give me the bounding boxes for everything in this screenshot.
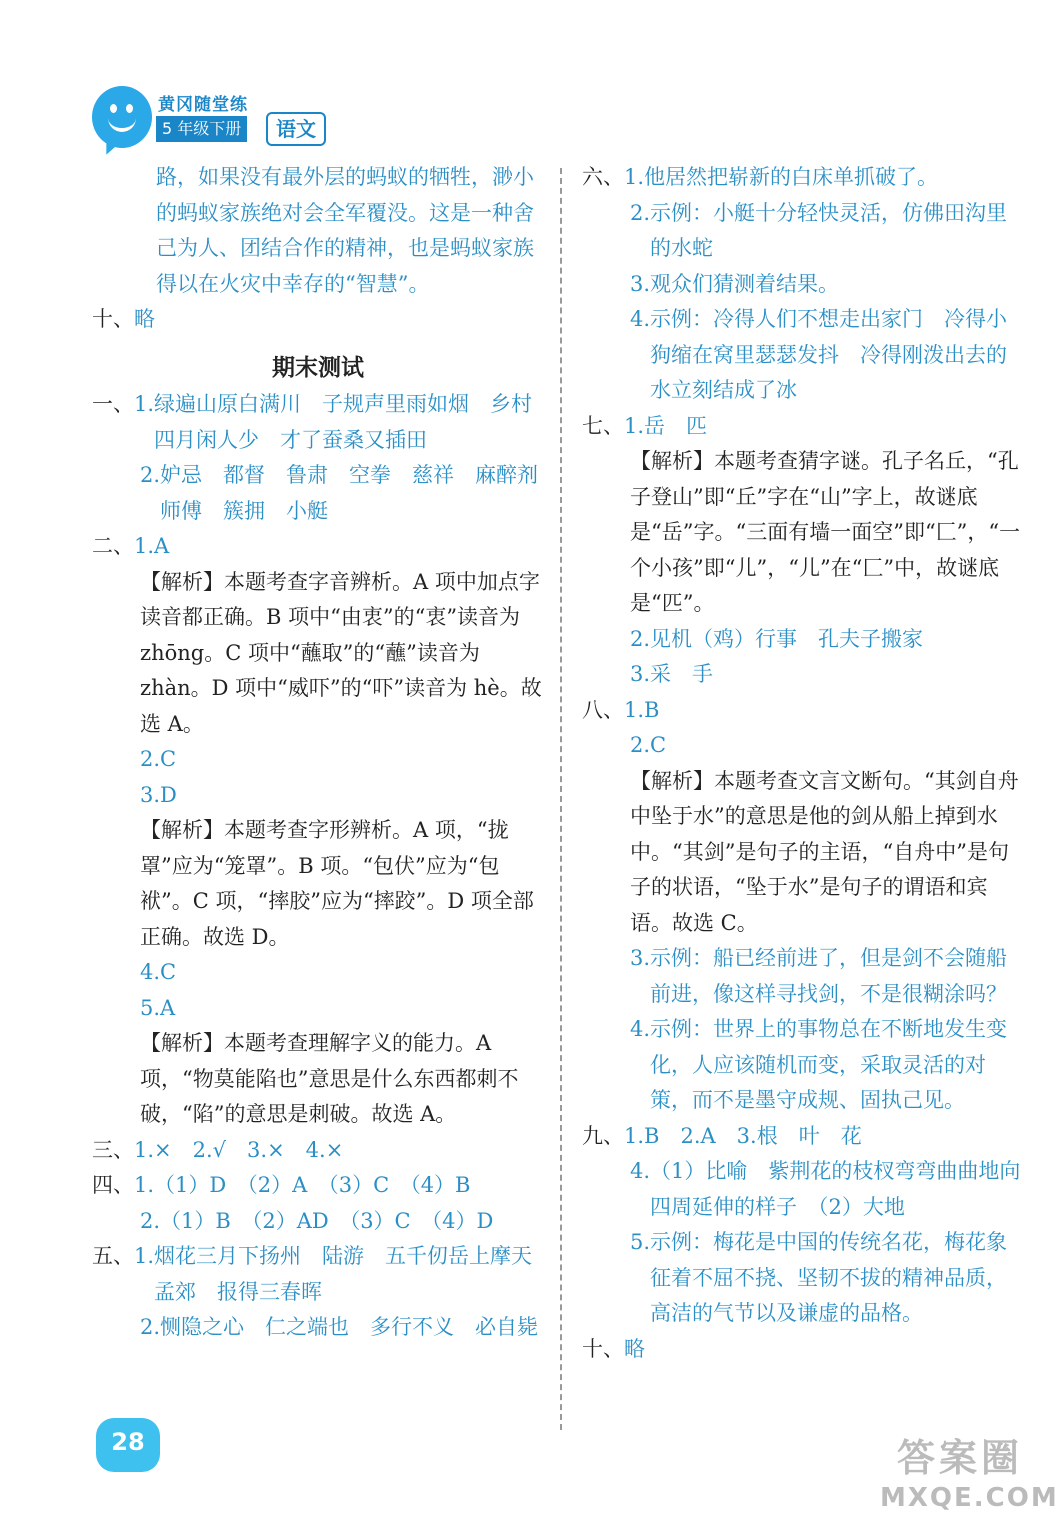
header-logo <box>92 86 342 158</box>
q9-5-number: 5. <box>630 1230 651 1254</box>
eye-right <box>126 104 133 113</box>
q3 <box>92 1133 544 1169</box>
q4-1-answer: 1.（1）D （2）A （3）C （4）B <box>134 1173 471 1197</box>
q7-number: 七、 <box>582 413 624 438</box>
page-number-badge <box>96 1418 160 1472</box>
q10-left <box>92 302 544 338</box>
q2-1-explanation: 【解析】本题考查字音辨析。A 项中加点字读音都正确。B 项中“由衷”的“衷”读音为 zhōng。C 项中“蘸取”的“蘸”读音为 zhàn。D 项中“威吓”的“吓”读音为 hè。故选 A。 <box>140 569 542 736</box>
q6-1-answer: 他居然把崭新的白床单抓破了。 <box>644 165 939 189</box>
q5-1-number: 1. <box>134 1244 155 1268</box>
q6-4 <box>582 302 1027 409</box>
q6-2-answer: 示例：小艇十分轻快灵活，仿佛田沟里的水蛇 <box>650 200 1008 260</box>
q10-answer: 略 <box>134 307 155 331</box>
q6-3-answer: 观众们猜测着结果。 <box>650 271 840 296</box>
q7-1-explanation: 【解析】本题考查猜字谜。孔子名丘，“孔子登山”即“丘”字在“山”字上，故谜底是“岳”字。“三面有墙一面空”即“匚”，“一个小孩”即“儿”，“儿”在“匚”中，故谜底是“匹”。 <box>630 449 1021 615</box>
q6-1 <box>582 160 1027 196</box>
q7-1 <box>582 409 1027 445</box>
q8-4-answer: 示例：世界上的事物总在不断地发生变化，人应该随机而变，采取灵活的对策，而不是墨守成规、固执己见。 <box>650 1017 1008 1112</box>
q9-4-answer: （1）比喻 紫荆花的枝杈弯弯曲曲地向四周延伸的样子 （2）大地 <box>650 1159 1021 1219</box>
q2-3-explanation: 【解析】本题考查字形辨析。A 项，“拢罩”应为“笼罩”。B 项。“包伏”应为“包袱”。C 项，“摔胶”应为“摔跤”。D 项全部正确。故选 D。 <box>140 818 534 949</box>
q2-1 <box>92 529 544 565</box>
right-column <box>582 160 1027 1367</box>
watermark <box>880 1434 1059 1522</box>
q10-right <box>582 1332 1027 1368</box>
q9-4 <box>582 1154 1027 1225</box>
q1-1 <box>92 387 544 458</box>
q8-1 <box>582 693 1027 729</box>
q2-3-answer: 3.D <box>140 782 177 807</box>
q6-number: 六、 <box>582 165 624 189</box>
q9-answer: 1.B 2.A 3.根 叶 花 <box>624 1123 862 1148</box>
grade-label: 5 年级下册 <box>156 116 247 142</box>
q8-3-answer: 示例：船已经前进了，但是剑不会随船前进，像这样寻找剑，不是很糊涂吗？ <box>650 946 1008 1006</box>
page-number: 28 <box>111 1428 145 1456</box>
q6-2 <box>582 196 1027 267</box>
brand-name: 黄冈随堂练 <box>158 95 248 115</box>
q2-2-answer: 2.C <box>140 747 177 771</box>
q2-4-answer: 4.C <box>140 960 177 984</box>
q8-3-number: 3. <box>630 946 651 970</box>
q7-2-answer: 2.见机（鸡）行事 孔夫子搬家 <box>630 626 924 651</box>
q3-answer: 1.× 2.√ 3.× 4.× <box>134 1137 344 1162</box>
q1-1-number: 1. <box>134 392 155 416</box>
q6-2-number: 2. <box>630 200 651 225</box>
q8-2-answer: 2.C <box>630 733 667 757</box>
q5-2 <box>92 1310 544 1346</box>
q1-2-answer: 妒忌 都督 鲁肃 空拳 慈祥 麻醉剂 师傅 簇拥 小艇 <box>160 463 560 523</box>
watermark-url: MXQE.COM <box>880 1483 1059 1513</box>
q5-1 <box>92 1239 554 1310</box>
q5-1-answer: 烟花三月下扬州 陆游 五千仞岳上摩天 孟郊 报得三春晖 <box>154 1244 554 1304</box>
q5-2-answer: 恻隐之心 仁之端也 多行不义 必自毙 <box>160 1315 539 1339</box>
q8-4-number: 4. <box>630 1017 651 1041</box>
q8-2-explanation: 【解析】本题考查文言文断句。“其剑自舟中坠于水”的意思是他的剑从船上掉到水中。“其剑”是句子的主语，“自舟中”是句子的状语，“坠于水”是句子的谓语和宾语。故选 C。 <box>630 768 1019 935</box>
q2-1-answer: 1.A <box>134 534 170 558</box>
eye-left <box>110 104 117 113</box>
q1-1-answer: 绿遍山原白满川 子规声里雨如烟 乡村四月闲人少 才了蚕桑又插田 <box>154 392 533 452</box>
q3-number: 三、 <box>92 1137 134 1162</box>
q10-right-answer: 略 <box>624 1336 645 1361</box>
q5-2-number: 2. <box>140 1315 161 1339</box>
q2-5-answer: 5.A <box>140 995 176 1020</box>
q8-3 <box>582 941 1027 1012</box>
watermark-text: 答案圈 <box>896 1436 1023 1480</box>
q9-5 <box>582 1225 1027 1332</box>
left-column <box>92 160 560 1346</box>
q6-1-number: 1. <box>624 165 645 189</box>
q7-1-answer: 1.岳 匹 <box>624 413 708 438</box>
q9-number: 九、 <box>582 1123 624 1148</box>
q6-4-number: 4. <box>630 307 651 331</box>
smile <box>108 114 136 132</box>
q6-3 <box>582 267 1027 303</box>
column-divider <box>560 168 562 1430</box>
q4-1 <box>92 1168 544 1204</box>
q8-1-answer: 1.B <box>624 697 660 722</box>
q6-3-number: 3. <box>630 271 651 296</box>
q8-4 <box>582 1012 1027 1119</box>
q1-number: 一、 <box>92 392 134 416</box>
q2-5-explanation: 【解析】本题考查理解字义的能力。A 项，“物莫能陷也”意思是什么东西都刺不破，“陷”的意思是刺破。故选 A。 <box>140 1031 519 1126</box>
q9-5-answer: 示例：梅花是中国的传统名花，梅花象征着不屈不挠、坚韧不拔的精神品质，高洁的气节以及谦虚的品格。 <box>650 1230 1008 1325</box>
q10-right-number: 十、 <box>582 1336 624 1361</box>
q5-number: 五、 <box>92 1244 134 1268</box>
q6-4-answer: 示例：冷得人们不想走出家门 冷得小狗缩在窝里瑟瑟发抖 冷得刚泼出去的水立刻结成了冰 <box>650 307 1008 402</box>
continued-answer: 路，如果没有最外层的蚂蚁的牺牲，渺小的蚂蚁家族绝对会全军覆没。这是一种舍己为人、团结合作的精神，也是蚂蚁家族得以在火灾中幸存的“智慧”。 <box>156 165 534 296</box>
subject-label: 语文 <box>266 112 326 146</box>
q4-number: 四、 <box>92 1173 134 1197</box>
q8-number: 八、 <box>582 697 624 722</box>
q1-2-number: 2. <box>140 463 161 487</box>
q2-number: 二、 <box>92 534 134 558</box>
q9-4-number: 4. <box>630 1159 651 1183</box>
q4-2-answer: 2.（1）B （2）AD （3）C （4）D <box>140 1208 494 1233</box>
section-title: 期末测试 <box>272 353 364 381</box>
q9 <box>582 1119 1027 1155</box>
q10-number: 十、 <box>92 307 134 331</box>
q1-2 <box>92 458 560 529</box>
q7-3-answer: 3.采 手 <box>630 662 714 686</box>
